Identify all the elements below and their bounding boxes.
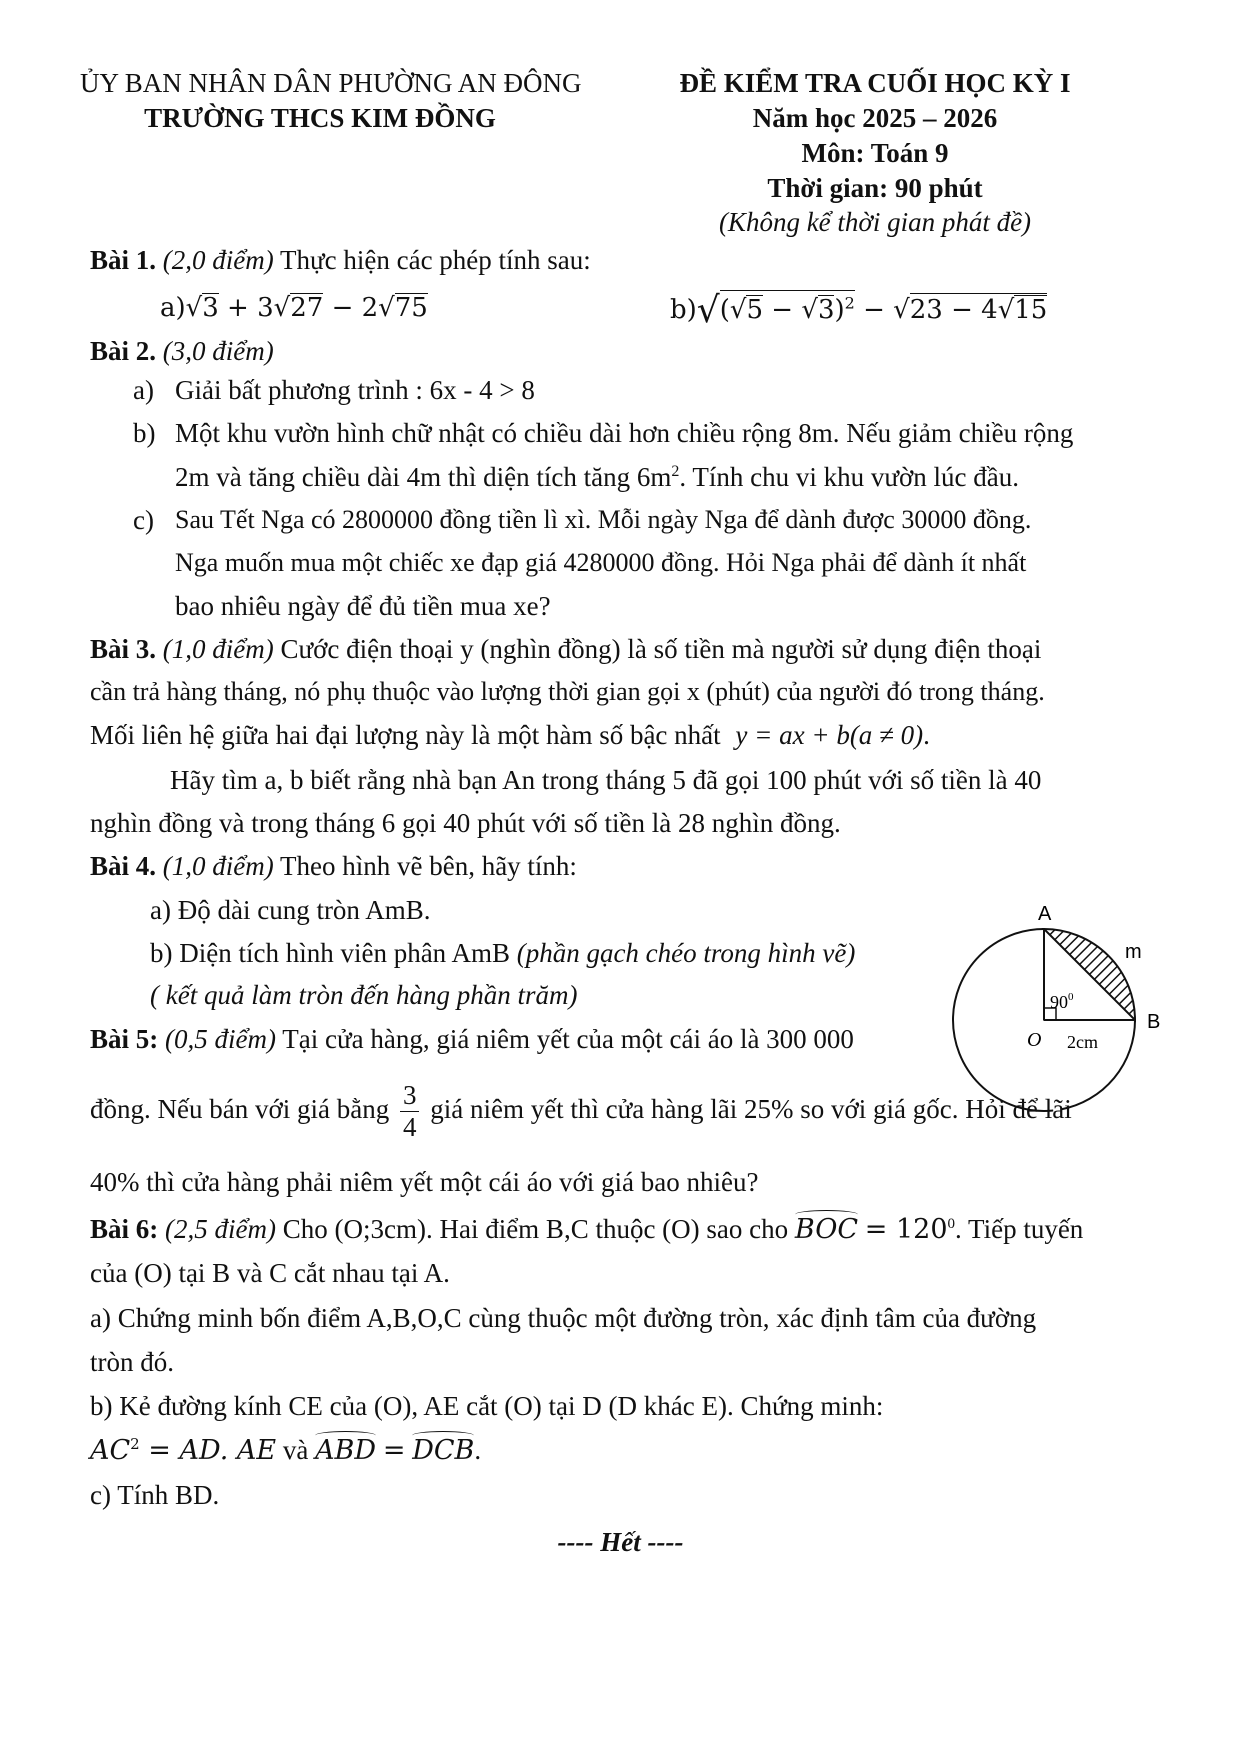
bai3-line3-end: .	[923, 720, 930, 750]
bai2-c-line2: Nga muốn mua một chiếc xe đạp giá 4280000 đồng. Hỏi Nga phải để dành ít nhất	[175, 548, 1027, 577]
bai6-points: (2,5 điểm)	[165, 1214, 276, 1244]
bai1-a-expression: a)√3 + 3√27 − 2√75	[160, 293, 428, 323]
bai4-b-text: b) Diện tích hình viên phân AmB	[150, 938, 510, 968]
bai6-c-line: c) Tính BD.	[90, 1480, 220, 1510]
label-A: A	[1038, 903, 1052, 925]
label-angle: $90^0$	[1050, 991, 1074, 1012]
bai6-b-line2-end: .	[474, 1435, 482, 1465]
bai1-b-expression: $b)√(√5 - √3)^2 - √23 - 4√15$	[670, 290, 1048, 331]
header-duration-note: (Không kể thời gian phát đề)	[718, 207, 1032, 237]
label-O: O	[1027, 1029, 1042, 1051]
bai6-a-line1: a) Chứng minh bốn điểm A,B,O,C cùng thuộc một đường tròn, xác định tâm của đường	[90, 1303, 1037, 1333]
bai6-line1-post: . Tiếp tuyến	[955, 1214, 1084, 1244]
bai3-line1	[90, 634, 1041, 665]
bai6-angle-DCB: DCB	[412, 1435, 475, 1466]
header-subject: Môn: Toán 9	[801, 138, 949, 168]
bai1-heading	[90, 245, 591, 276]
bai3-line3	[90, 720, 930, 751]
header-school-year: Năm học 2025 – 2026	[752, 103, 998, 133]
bai5-line2-pre: đồng. Nếu bán với giá bằng	[90, 1093, 390, 1124]
bai5-line1	[90, 1024, 854, 1055]
bai6-a-line2: tròn đó.	[90, 1347, 174, 1377]
bai5-label: Bài 5:	[90, 1024, 159, 1054]
bai5-frac-num: 3	[400, 1080, 420, 1112]
bai3-line1-text: Cước điện thoại y (nghìn đồng) là số tiền mà người sử dụng điện thoại	[280, 634, 1042, 664]
bai2-label: Bài 2.	[90, 336, 157, 366]
bai6-line1-sup: 0	[947, 1216, 956, 1232]
bai3-formula: y = ax + b(a ≠ 0)	[735, 720, 924, 750]
end-text: Hết	[600, 1527, 641, 1557]
bai6-and: và	[282, 1435, 309, 1465]
bai2-c-line1: Sau Tết Nga có 2800000 đồng tiền lì xì. Mỗi ngày Nga để dành được 30000 đồng.	[175, 505, 1032, 534]
bai6-b-line2	[90, 1435, 481, 1466]
bai3-line4: Hãy tìm a, b biết rằng nhà bạn An trong tháng 5 đã gọi 100 phút với số tiền là 40	[170, 765, 1042, 795]
bai2-c-line3: bao nhiêu ngày để đủ tiền mua xe?	[175, 591, 551, 621]
bai3-label: Bài 3.	[90, 634, 157, 664]
bai1-b-label: b)	[670, 295, 697, 325]
bai2-c-label: c)	[133, 505, 154, 535]
bai4-label: Bài 4.	[90, 851, 157, 881]
bai4-rounding-note: ( kết quả làm tròn đến hàng phần trăm)	[150, 980, 578, 1010]
bai3-line3-text: Mối liên hệ giữa hai đại lượng này là một hàm số bậc nhất	[90, 720, 721, 750]
header-exam-title: ĐỀ KIỂM TRA CUỐI HỌC KỲ I	[679, 68, 1071, 98]
header-duration: Thời gian: 90 phút	[767, 173, 983, 203]
bai2-a-text: Giải bất phương trình : 6x - 4 > 8	[175, 375, 535, 405]
bai5-line2-post: giá niêm yết thì cửa hàng lãi 25% so với giá gốc. Hỏi để lãi	[430, 1093, 1072, 1124]
bai6-AC-sup: 2	[130, 1435, 140, 1453]
header-school: TRƯỜNG THCS KIM ĐỒNG	[144, 103, 496, 133]
bai6-angle-BOC: BOC	[794, 1214, 859, 1245]
bai6-label: Bài 6:	[90, 1214, 159, 1244]
label-radius: 2cm	[1067, 1032, 1098, 1052]
bai5-points: (0,5 điểm)	[165, 1024, 276, 1054]
bai2-b-line2	[175, 462, 1019, 493]
bai5-line3: 40% thì cửa hàng phải niêm yết một cái áo với giá bao nhiêu?	[90, 1167, 759, 1197]
bai5-line2	[90, 1080, 1072, 1143]
bai6-eq: =	[382, 1435, 406, 1466]
label-m: m	[1125, 941, 1142, 963]
bai6-line2: của (O) tại B và C cắt nhau tại A.	[90, 1258, 450, 1288]
bai2-b-line2-sup: 2	[671, 463, 680, 480]
bai6-angle-ABD: ABD	[315, 1435, 377, 1466]
end-dash-left: ----	[557, 1527, 594, 1557]
bai1-points: (2,0 điểm)	[162, 245, 274, 275]
bai6-b-line1: b) Kẻ đường kính CE của (O), AE cắt (O) tại D (D khác E). Chứng minh:	[90, 1391, 884, 1421]
bai6-product: = AD. AE	[139, 1435, 277, 1466]
header-authority: ỦY BAN NHÂN DÂN PHƯỜNG AN ĐÔNG	[80, 68, 582, 98]
bai4-b-line	[150, 938, 855, 969]
bai3-points: (1,0 điểm)	[162, 634, 274, 664]
bai4-heading	[90, 851, 577, 882]
bai5-frac-den: 4	[402, 1112, 417, 1143]
bai3-line2: cần trả hàng tháng, nó phụ thuộc vào lượng thời gian gọi x (phút) của người đó trong tháng.	[90, 677, 1045, 706]
bai2-b-line2-post: . Tính chu vi khu vườn lúc đầu.	[679, 462, 1020, 492]
bai3-line5: nghìn đồng và trong tháng 6 gọi 40 phút với số tiền là 28 nghìn đồng.	[90, 808, 841, 838]
bai2-b-line1: Một khu vườn hình chữ nhật có chiều dài hơn chiều rộng 8m. Nếu giảm chiều rộng	[175, 418, 1074, 448]
bai2-b-line2-pre: 2m và tăng chiều dài 4m thì diện tích tăng 6m	[175, 462, 672, 492]
bai2-heading	[90, 336, 274, 367]
bai1-label: Bài 1.	[90, 245, 157, 275]
label-B: B	[1147, 1011, 1161, 1033]
bai6-line1-pre: Cho (O;3cm). Hai điểm B,C thuộc (O) sao cho	[282, 1214, 789, 1244]
bai4-b-note: (phần gạch chéo trong hình vẽ)	[516, 938, 856, 968]
bai1-text: Thực hiện các phép tính sau:	[280, 245, 591, 275]
bai6-line1-eq: = 120	[864, 1214, 948, 1245]
end-dash-right: ----	[647, 1527, 684, 1557]
bai2-b-label: b)	[133, 418, 156, 448]
bai5-line1-text: Tại cửa hàng, giá niêm yết của một cái áo là 300 000	[282, 1024, 854, 1054]
bai5-fraction	[400, 1080, 420, 1143]
bai6-AC: AC	[90, 1435, 131, 1466]
bai4-text: Theo hình vẽ bên, hãy tính:	[280, 851, 577, 881]
bai2-points: (3,0 điểm)	[162, 336, 274, 366]
bai6-line1	[90, 1214, 1083, 1245]
end-marker	[0, 1527, 1241, 1558]
bai2-a-label: a)	[133, 375, 154, 405]
bai1-a-label: a)	[160, 293, 186, 323]
bai4-a-text: a) Độ dài cung tròn AmB.	[150, 895, 431, 925]
bai4-points: (1,0 điểm)	[162, 851, 274, 881]
